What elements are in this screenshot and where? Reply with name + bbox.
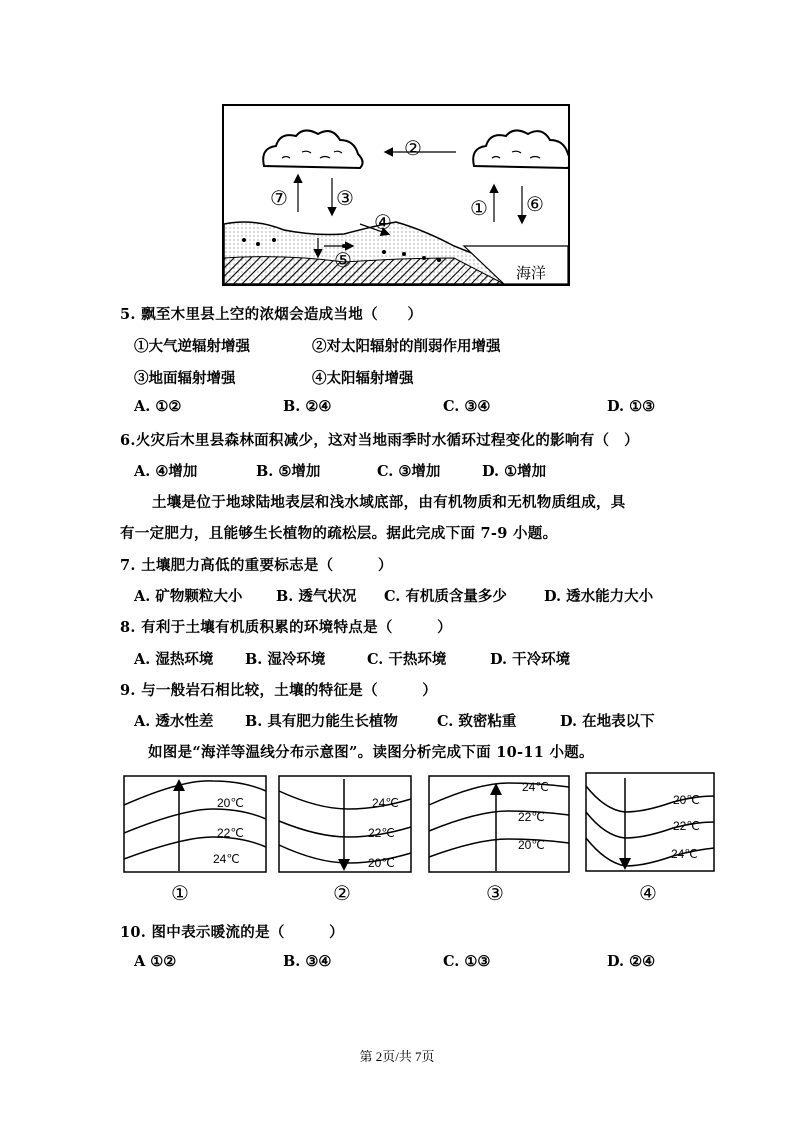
panel-2-temp-1: 24℃ [372,796,399,810]
passage1-line2: 有一定肥力，且能够生长植物的疏松层。据此完成下面 7-9 小题。 [120,525,558,542]
q7-stem: 7. 土壤肥力高低的重要标志是（ ） [120,557,393,574]
q6-option-c: C. ③增加 [377,463,441,480]
panel-1-temp-3: 24℃ [213,852,240,866]
q10-option-d: D. ②④ [607,953,656,970]
q5-item-2: ②对太阳辐射的削弱作用增强 [312,338,501,355]
q8-stem: 8. 有利于土壤有机质积累的环境特点是（ ） [120,619,452,636]
q9-option-a: A. 透水性差 [134,713,214,730]
passage2-line1: 如图是“海洋等温线分布示意图”。读图分析完成下面 10-11 小题。 [148,744,594,761]
q8-option-c: C. 干热环境 [367,651,447,668]
q5-stem: 5. 飘至木里县上空的浓烟会造成当地（ ） [120,306,423,323]
panel-3-temp-3: 20℃ [518,838,545,852]
q8-option-a: A. 湿热环境 [134,651,214,668]
left-cloud [263,130,362,168]
q9-option-c: C. 致密粘重 [437,713,517,730]
panel-4-temp-3: 24℃ [671,847,698,861]
q9-stem: 9. 与一般岩石相比较，土壤的特征是（ ） [120,682,438,699]
label-4: ④ [374,210,392,234]
panel-3-temp-2: 22℃ [518,810,545,824]
label-2: ② [404,136,422,160]
panel-2-temp-3: 20℃ [368,856,395,870]
q5-option-b: B. ②④ [283,398,332,415]
q6-option-d: D. ①增加 [482,463,547,480]
right-cloud [473,130,568,168]
q9-option-d: D. 在地表以下 [560,713,655,730]
panel-1-temp-1: 20℃ [217,796,244,810]
q6-stem: 6.火灾后木里县森林面积减少，这对当地雨季时水循环过程变化的影响有（ ） [120,432,639,449]
q10-option-b: B. ③④ [283,953,332,970]
label-5: ⑤ [334,248,352,272]
q10-option-c: C. ①③ [443,953,491,970]
passage1-line1: 土壤是位于地球陆地表层和浅水域底部，由有机物质和无机物质组成，具 [152,494,626,511]
panel-3-label: ③ [486,881,504,905]
q5-item-4: ④太阳辐射增强 [312,370,414,387]
q5-option-d: D. ①③ [607,398,656,415]
q7-option-b: B. 透气状况 [276,588,357,605]
panel-4-temp-2: 22℃ [673,819,700,833]
panel-2-temp-2: 22℃ [368,826,395,840]
label-3: ③ [336,186,354,210]
q7-option-a: A. 矿物颗粒大小 [134,588,243,605]
isotherm-panel-3 [428,775,570,873]
q8-option-d: D. 干冷环境 [490,651,571,668]
label-7: ⑦ [270,186,288,210]
label-1: ① [470,196,488,220]
q7-option-d: D. 透水能力大小 [544,588,654,605]
panel-4-temp-1: 20℃ [673,793,700,807]
panel-1-temp-2: 22℃ [217,826,244,840]
isotherm-panel-2 [278,775,412,873]
q5-option-c: C. ③④ [443,398,491,415]
ocean-label: 海洋 [516,265,547,282]
q7-option-c: C. 有机质含量多少 [384,588,507,605]
q6-option-a: A. ④增加 [134,463,198,480]
isotherm-panel-1 [123,775,267,873]
q6-option-b: B. ⑤增加 [256,463,321,480]
q9-option-b: B. 具有肥力能生长植物 [245,713,398,730]
label-6: ⑥ [526,192,544,216]
panel-2-label: ② [333,881,351,905]
panel-1-label: ① [171,881,189,905]
q5-item-1: ①大气逆辐射增强 [134,338,250,355]
q5-option-a: A. ①② [134,398,182,415]
page-footer: 第 2页/共 7页 [359,1049,435,1064]
q10-stem: 10. 图中表示暖流的是（ ） [120,924,344,941]
q5-item-3: ③地面辐射增强 [134,370,236,387]
q10-option-a: A ①② [134,953,177,970]
panel-4-label: ④ [639,881,657,905]
q8-option-b: B. 湿冷环境 [245,651,326,668]
water-cycle-diagram [222,104,570,286]
panel-3-temp-1: 24℃ [522,780,549,794]
isotherm-panel-4 [585,772,715,872]
